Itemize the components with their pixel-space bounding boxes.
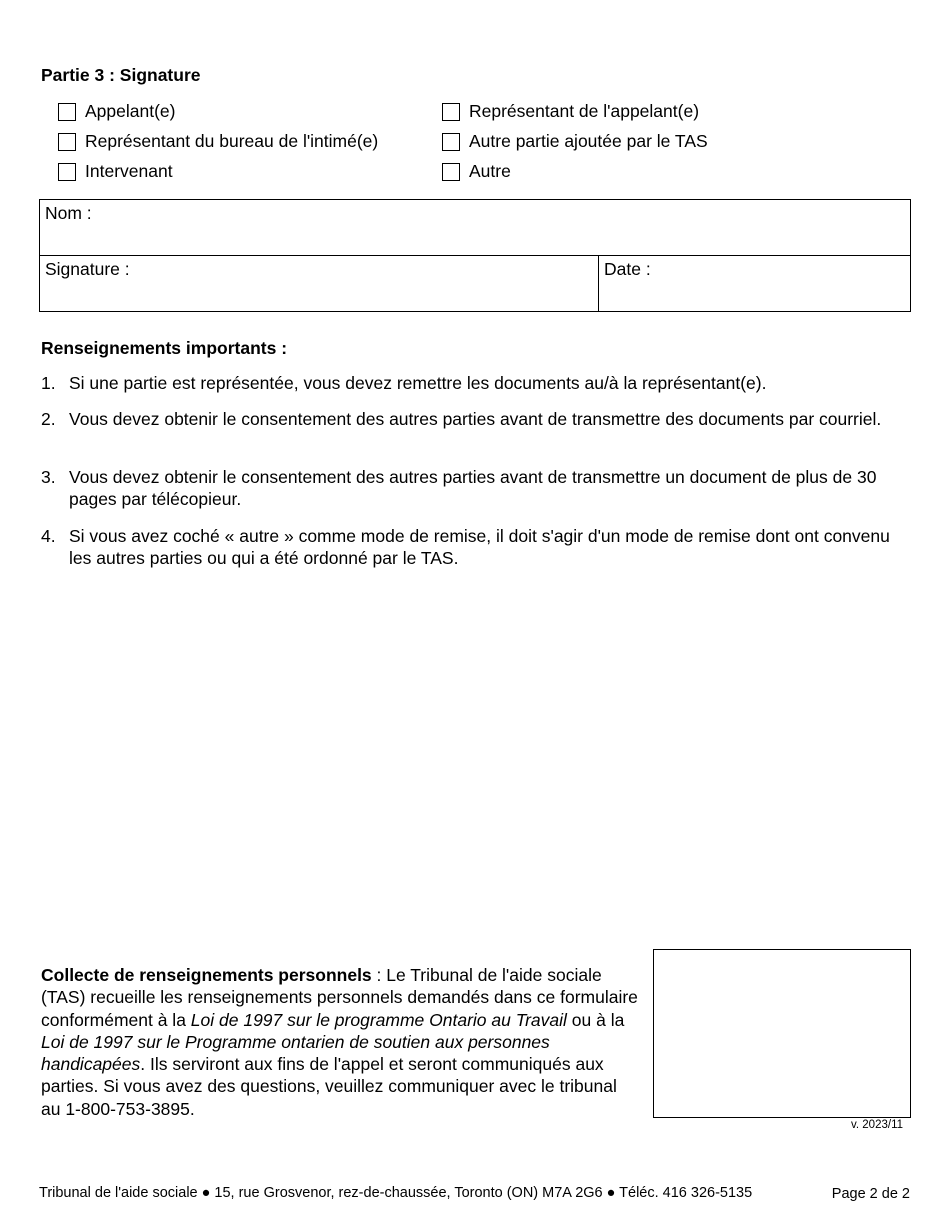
checkbox-box[interactable] bbox=[58, 163, 76, 181]
info-item bbox=[41, 466, 911, 510]
checkbox-label: Intervenant bbox=[85, 161, 173, 181]
checkbox-box[interactable] bbox=[58, 103, 76, 121]
info-item bbox=[41, 372, 911, 394]
checkbox-respondent-office-rep[interactable] bbox=[58, 131, 378, 152]
checkbox-label: Appelant(e) bbox=[85, 101, 176, 121]
checkbox-box[interactable] bbox=[58, 133, 76, 151]
privacy-text: ou à la bbox=[566, 1009, 625, 1030]
stamp-box bbox=[653, 949, 911, 1118]
law-odsp: Loi de 1997 sur le Programme ontarien de soutien aux personnes handicapées bbox=[41, 1031, 550, 1075]
checkbox-other-party-added[interactable] bbox=[442, 131, 708, 152]
checkbox-box[interactable] bbox=[442, 133, 460, 151]
signature-label: Signature : bbox=[45, 259, 130, 279]
signature-field[interactable] bbox=[39, 255, 599, 312]
info-item-number: 4. bbox=[41, 526, 56, 546]
checkbox-other[interactable] bbox=[442, 161, 511, 182]
info-item bbox=[41, 525, 911, 569]
info-item bbox=[41, 408, 911, 430]
checkbox-box[interactable] bbox=[442, 103, 460, 121]
checkbox-label: Représentant de l'appelant(e) bbox=[469, 101, 700, 121]
info-item-number: 1. bbox=[41, 373, 56, 393]
checkbox-label: Représentant du bureau de l'intimé(e) bbox=[85, 131, 379, 151]
info-heading: Renseignements importants : bbox=[41, 338, 288, 358]
info-item-number: 2. bbox=[41, 409, 56, 429]
info-item-text: Vous devez obtenir le consentement des autres parties avant de transmettre un document de plus de 30 pages par télécopieur. bbox=[69, 467, 877, 509]
law-ontario-works: Loi de 1997 sur le programme Ontario au Travail bbox=[190, 1009, 567, 1030]
info-item-text: Si une partie est représentée, vous devez remettre les documents au/à la représentant(e). bbox=[69, 373, 767, 393]
info-item-number: 3. bbox=[41, 467, 56, 487]
privacy-notice bbox=[41, 964, 641, 1120]
checkbox-intervenor[interactable] bbox=[58, 161, 173, 182]
privacy-title: Collecte de renseignements personnels bbox=[41, 965, 372, 985]
checkbox-box[interactable] bbox=[442, 163, 460, 181]
name-label: Nom : bbox=[45, 203, 92, 223]
section-title: Partie 3 : Signature bbox=[41, 65, 201, 85]
info-item-text: Vous devez obtenir le consentement des autres parties avant de transmettre des documents par courriel. bbox=[69, 409, 882, 429]
privacy-text: : Le Tribunal de l'aide sociale (TAS) recueille les renseignements personnels demandés dans ce formulaire conformément à la bbox=[41, 965, 638, 1030]
page-number: Page 2 de 2 bbox=[831, 1186, 910, 1202]
checkbox-appellant-rep[interactable] bbox=[442, 101, 699, 122]
checkbox-label: Autre partie ajoutée par le TAS bbox=[469, 131, 708, 151]
checkbox-appellant[interactable] bbox=[58, 101, 175, 122]
info-item-text: Si vous avez coché « autre » comme mode de remise, il doit s'agir d'un mode de remise dont ont convenu les autres parties ou qui a été ordonné par le TAS. bbox=[69, 526, 890, 568]
date-field[interactable] bbox=[598, 255, 911, 312]
footer-address: Tribunal de l'aide sociale ● 15, rue Grosvenor, rez-de-chaussée, Toronto (ON) M7A 2G6 ● Téléc. 416 326-5135 bbox=[39, 1185, 753, 1201]
name-field[interactable] bbox=[39, 199, 911, 256]
date-label: Date : bbox=[604, 259, 651, 279]
version-label: v. 2023/11 bbox=[851, 1119, 904, 1131]
checkbox-label: Autre bbox=[469, 161, 511, 181]
privacy-text: . Ils serviront aux fins de l'appel et seront communiqués aux parties. Si vous avez des questions, veuillez communiquer avec le tribunal au 1-800-753-3895. bbox=[41, 1054, 617, 1119]
